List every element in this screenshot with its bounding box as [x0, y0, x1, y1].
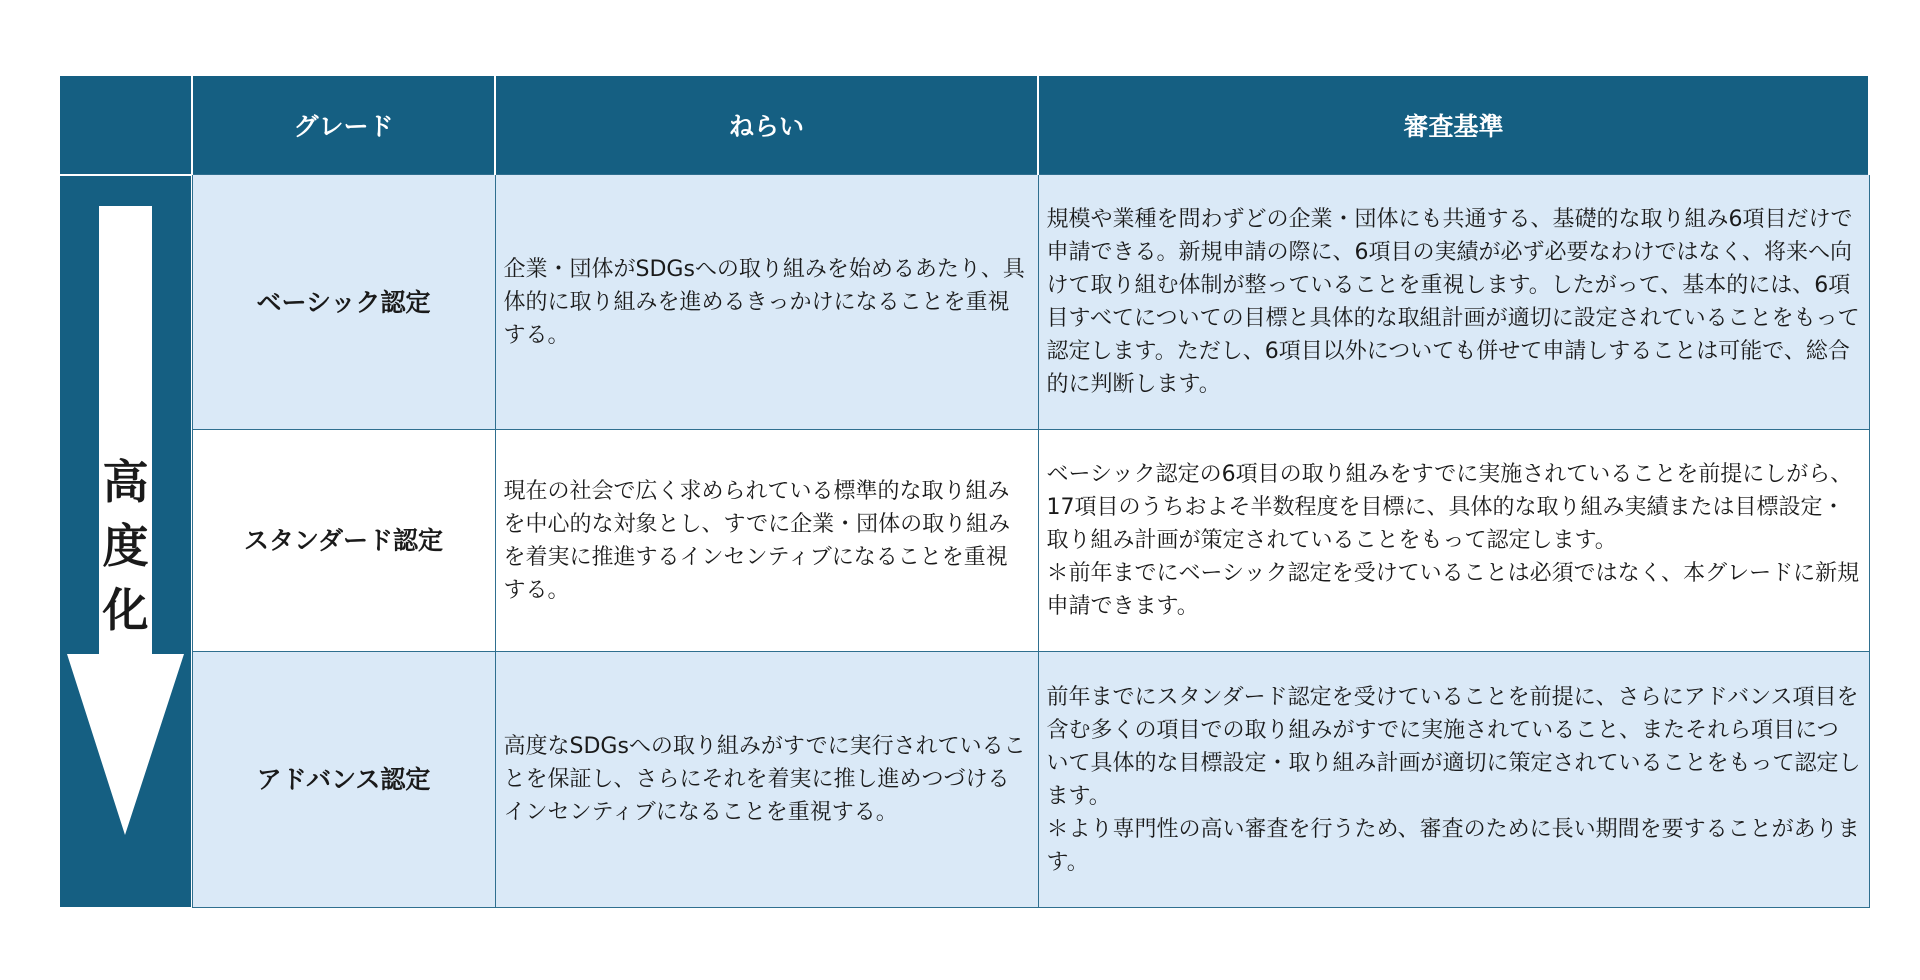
criteria-text: 規模や業種を問わずどの企業・団体にも共通する、基礎的な取り組み6項目だけで申請できる。新規申請の際に、6項目の実績が必ず必要なわけではなく、将来へ向けて取り組む体制が整っていることを重視します。したがって、基本的には、6項目すべてについての目標と具体的な取組計画が適切に設定されていることをもって認定します。ただし、6項目以外についても併せて申請しすることは可能で、総合的に判断します。 — [1046, 207, 1860, 397]
table-row-advance — [192, 652, 1869, 908]
header-criteria: 審査基準 — [1038, 76, 1869, 175]
progression-column — [60, 76, 191, 907]
criteria-cell — [1038, 175, 1869, 430]
progression-char: 高 — [102, 455, 149, 509]
certification-grade-table — [191, 76, 1870, 908]
progression-label — [60, 450, 191, 642]
progression-char: 度 — [102, 519, 149, 573]
criteria-note: ＊前年までにベーシック認定を受けていることは必須ではなく、本グレードに新規申請できます。 — [1046, 561, 1860, 619]
grade-table-container — [60, 76, 1868, 907]
table-row-standard — [192, 430, 1869, 652]
grade-name: アドバンス認定 — [192, 652, 495, 908]
aim-text: 企業・団体がSDGsへの取り組みを始めるあたり、具体的に取り組みを進めるきっかけになることを重視する。 — [495, 175, 1038, 430]
table-header-row — [192, 76, 1869, 175]
header-aim: ねらい — [495, 76, 1038, 175]
table-row-basic — [192, 175, 1869, 430]
criteria-text: 前年までにスタンダード認定を受けていることを前提に、さらにアドバンス項目を含む多くの項目での取り組みがすでに実施されていること、またそれら項目について具体的な目標設定・取り組み計画が適切に策定されていることをもって認定します。 — [1046, 684, 1861, 809]
criteria-cell — [1038, 430, 1869, 652]
criteria-note: ＊より専門性の高い審査を行うため、審査のために長い期間を要することがあります。 — [1046, 816, 1860, 875]
aim-text: 現在の社会で広く求められている標準的な取り組みを中心的な対象とし、すでに企業・団体の取り組みを着実に推進するインセンティブになることを重視する。 — [495, 430, 1038, 652]
aim-text: 高度なSDGsへの取り組みがすでに実行されていることを保証し、さらにそれを着実に推し進めつづけるインセンティブになることを重視する。 — [495, 652, 1038, 908]
progression-char: 化 — [102, 583, 149, 637]
criteria-text: ベーシック認定の6項目の取り組みをすでに実施されていることを前提にしがら、17項目のうちおよそ半数程度を目標に、具体的な取り組み実績または目標設定・取り組み計画が策定されていることをもって認定します。 — [1046, 462, 1853, 553]
grade-name: スタンダード認定 — [192, 430, 495, 652]
criteria-cell — [1038, 652, 1869, 908]
header-grade: グレード — [192, 76, 495, 175]
grade-name: ベーシック認定 — [192, 175, 495, 430]
